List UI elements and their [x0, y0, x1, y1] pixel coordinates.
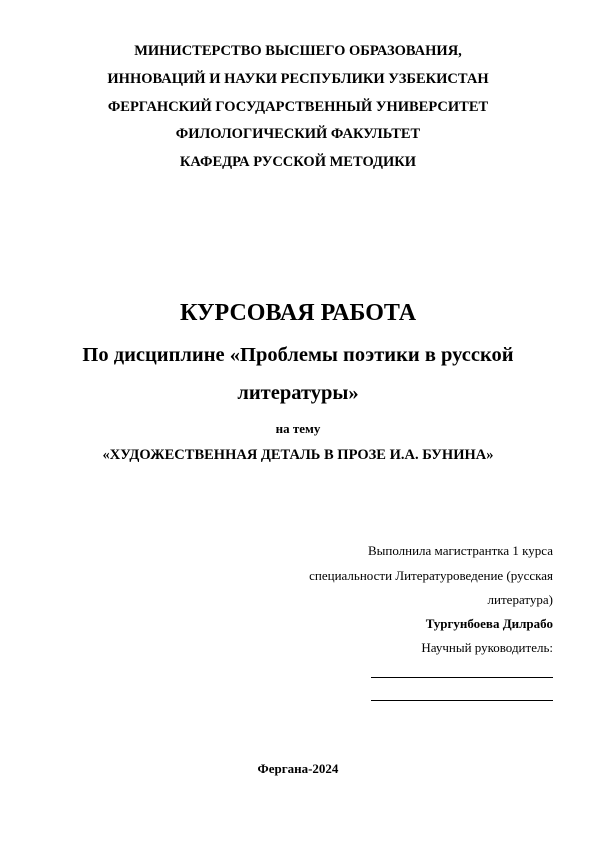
header-line-ministry-cont: ИННОВАЦИЙ И НАУКИ РЕСПУБЛИКИ УЗБЕКИСТАН [107, 71, 489, 87]
author-specialty-cont: литература) [487, 592, 553, 607]
author-course-line: Выполнила магистрантка 1 курса [367, 543, 553, 558]
document-title: КУРСОВАЯ РАБОТА [179, 300, 417, 326]
supervisor-signature-line-2 [371, 700, 553, 701]
supervisor-label: Научный руководитель: [421, 640, 553, 655]
city-year: Фергана-2024 [257, 761, 339, 776]
topic-title: «ХУДОЖЕСТВЕННАЯ ДЕТАЛЬ В ПРОЗЕ И.А. БУНИНА» [102, 447, 494, 463]
supervisor-signature-line-1 [371, 677, 553, 678]
author-name: Тургунбоева Дилрабо [425, 616, 553, 631]
header-line-faculty: ФИЛОЛОГИЧЕСКИЙ ФАКУЛЬТЕТ [175, 126, 421, 142]
header-line-ministry: МИНИСТЕРСТВО ВЫСШЕГО ОБРАЗОВАНИЯ, [134, 43, 462, 59]
header-line-university: ФЕРГАНСКИЙ ГОСУДАРСТВЕННЫЙ УНИВЕРСИТЕТ [107, 99, 489, 115]
header-line-department: КАФЕДРА РУССКОЙ МЕТОДИКИ [179, 154, 417, 170]
on-topic-label: на тему [275, 421, 321, 436]
author-specialty-line: специальности Литературоведение (русская [309, 568, 553, 583]
discipline-line-1: По дисциплине «Проблемы поэтики в русской [82, 344, 514, 366]
discipline-line-2: литературы» [237, 382, 359, 404]
